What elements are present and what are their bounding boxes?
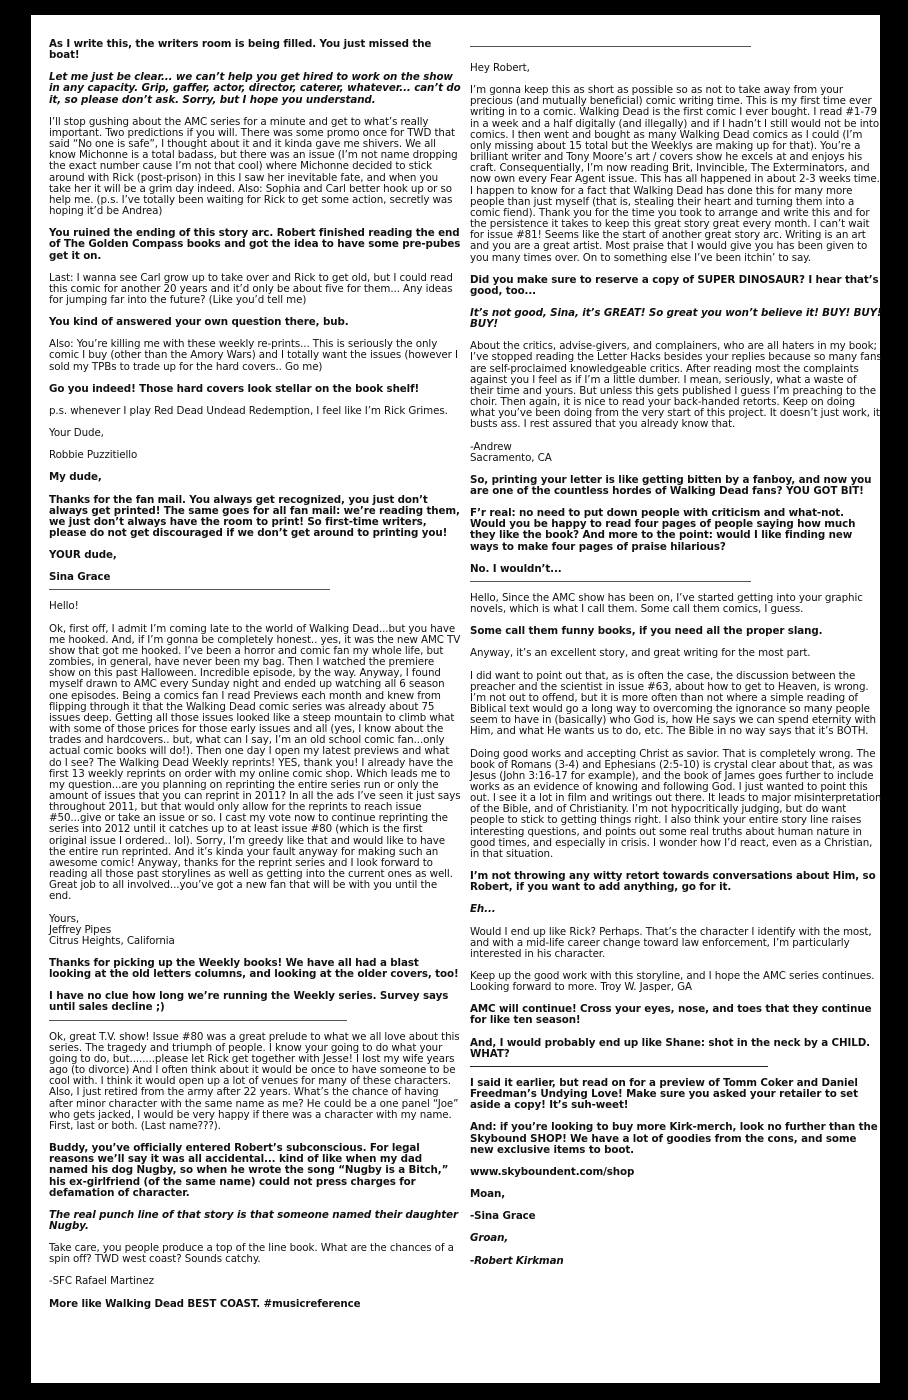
letters-page [31,15,880,1383]
editor-reply: No. I wouldn’t... [470,562,562,575]
editor-reply: Some call them funny books, if you need all the proper slang. [470,625,823,638]
letter-divider [49,1020,347,1021]
letter-greeting: Hello! [49,600,79,613]
letter-paragraph: Also: You’re killing me with these weekly re-prints... This is seriously the only comic I buy (other than the Amory Wars) and I totally want the issues (however I sold my TPBs to trade up for the hard covers.. Go me) [49,338,458,373]
editor-reply: You kind of answered your own question there, bub. [49,316,349,329]
letter-location: Sacramento, CA [470,451,552,464]
editor-reply: My dude, [49,471,102,484]
editor-signature: Sina Grace [49,571,111,584]
kirkman-reply: The real punch line of that story is that someone named their daughter Nugby. [49,1208,458,1232]
kirkman-signature: -Robert Kirkman [470,1254,564,1267]
editor-reply: Go you indeed! Those hard covers look stellar on the book shelf! [49,382,420,395]
editor-reply: AMC will continue! Cross your eyes, nose, and toes that they continue for like ten season! [470,1003,872,1027]
letter-paragraph: I did want to point out that, as is often the case, the discussion between the preacher and the scientist in issue #63, about how to get to Heaven, is wrong. I’m not out to offend, but it is more often than not where a simple reading of Biblical text would go a long way to overcoming the ignorance so many people seem to have in (basically) who God is, how He says we can spend eternity with Him, and what He wants us to do, etc. The Bible in no way says that it’s BOTH. [470,669,876,738]
editor-reply: You ruined the ending of this story arc. Robert finished reading the end of The Golden Compass books and got the idea to have some pre-pubes get it on. [49,227,461,262]
kirkman-reply: It’s not good, Sina, it’s GREAT! So great you won’t believe it! BUY! BUY! BUY! [470,306,882,331]
editor-reply: I have no clue how long we’re running the Weekly series. Survey says until sales decline ;) [49,990,449,1014]
letter-signature-block [49,914,461,947]
letter-signature: -Andrew [470,440,512,453]
editor-reply: Thanks for the fan mail. You always get recognized, you just don’t always get printed! The same goes for all fan mail: we’re reading them, we just don’t always have the room to print! So first-time writers, please do not get discouraged if we don’t get around to printing you! [49,493,460,539]
letter-paragraph: Ok, great T.V. show! Issue #80 was a great prelude to what we all love about this series. The tragedy and triumph of people. I know your going to do what your going to do, but........please let Rick get together with Jesse! I lost my wife years ago (to divorce) And I often think about it would be once to have someone to be cool with. I think it would open up a lot of venues for many of these characters. Also, I just retired from the army after 22 years. What’s the chance of having after minor character with the same name as me? He could be a one panel “Joe” who gets jacked, I would be very happy if there was a character with my name. First, last or both. (Last name???). [49,1030,460,1132]
letter-paragraph: Keep up the good work with this storyline, and I hope the AMC series continues. Looking forward to more. Troy W. Jasper, GA [470,970,875,994]
editor-reply: As I write this, the writers room is being filled. You just missed the boat! [49,38,432,62]
letter-signoff: Yours, [49,912,80,925]
letter-signature: Jeffrey Pipes [49,923,112,936]
letter-signature: -SFC Rafael Martinez [49,1275,154,1288]
letter-paragraph: About the critics, advise-givers, and complainers, who are all haters in my book; I’ve stopped reading the Letter Hacks besides your replies because so many fans are self-proclaimed knowledgeable critics. After reading most the complaints against you I feel as if I’m a little dumber. I mean, seriously, what a waste of their time and yours. But unless this gets published I guess I’m preaching to the choir. Then again, it is nice to read your back-handed retorts. Keep on doing what you’ve been doing from the very start of this project. It doesn’t just work, it busts ass. I rest assured that you already know that. [470,340,882,431]
letter-paragraph: Anyway, it’s an excellent story, and great writing for the most part. [470,647,811,660]
letter-signature-block [470,442,882,464]
letter-divider [49,589,330,590]
right-column [470,37,882,1278]
letter-paragraph: Would I end up like Rick? Perhaps. That’s the character I identify with the most, and with a mid-life career change toward law enforcement, I’m particularly interested in his character. [470,925,872,960]
left-column [49,39,461,1321]
editor-reply: Buddy, you’ve officially entered Robert’s subconscious. For legal reasons we’ll say it was all accidental... kind of like when my dad named his dog Nugby, so when he wrote the song “Nugby is a Bitch,” his ex-girlfriend (of the same name) could not press charges for defamation of character. [49,1142,449,1199]
editor-reply: So, printing your letter is like getting bitten by a fanboy, and now you are one of the countless hordes of Walking Dead fans? YOU GOT BIT! [470,473,872,497]
letter-paragraph: I’m gonna keep this as short as possible so as not to take away from your precious (and mutually beneficial) comic writing time. This is my first time ever writing in to a comic. Walking Dead is the first comic I ever bought. I read #1-79 in a week and a half digitally (and illegally) and if I hadn’t I still would not be into comics. I then went and bought as many Walking Dead comics as I could (I’m only missing about 15 total but the Weeklys are making up for that). You’re a brilliant writer and Tony Moore’s art / covers show he excels at and enjoys his craft. Consequentially, I’m now reading Brit, Invincible, The Exterminators, and now own every Fear Agent issue. This has all happened in about 2-3 weeks time. I happen to know for a fact that Walking Dead has done this for many more people than just myself (that is, stealing their heart and turning them into a comic fiend). Thank you for the time you took to arrange and write this and for the persistence it takes to keep this great story great every month. I can’t wait for issue #81! Seems like the start of another great story arc. Writing is an art and you are a great artist. Most praise that I would give you has been given to you many times over. On to something else I’ve been itchin’ to say. [470,84,880,264]
letter-location: Citrus Heights, California [49,934,175,947]
kirkman-signoff: Groan, [470,1232,509,1245]
shop-link[interactable]: www.skyboundent.com/shop [470,1165,635,1178]
kirkman-reply: Eh... [470,903,496,916]
editor-announcement: And: if you’re looking to buy more Kirk-merch, look no further than the Skybound SHOP! We have a lot of goodies from the cons, and some new exclusive items to boot. [470,1121,878,1156]
letter-signature: Robbie Puzzitiello [49,449,138,462]
letter-paragraph: Doing good works and accepting Christ as savior. That is completely wrong. The book of Romans (3-4) and Ephesians (2:5-10) is crystal clear about that, as was Jesus (John 3:16-17 for example), and the book of James goes further to include works as an evidence of knowing and following God. I just wanted to point this out. I see it a lot in film and writings out there. It leads to major misinterpretation of the Bible, and of Christianity. I’m not hypocritically judging, but do want people to stick to getting things right. I also think your entire story line raises interesting questions, and points out some real truths about human nature in good times, and especially in crisis. I wonder how I’d react, even as a Christian, in that situation. [470,747,882,860]
editor-reply: I’m not throwing any witty retort towards conversations about Him, so Robert, if you want to add anything, go for it. [470,870,876,894]
letter-paragraph: Last: I wanna see Carl grow up to take over and Rick to get old, but I could read this comic for another 20 years and it’d only be about five for them... Any ideas for jumping far into the future? (Like you’d tell me) [49,271,453,306]
letter-paragraph: Hello, Since the AMC show has been on, I’ve started getting into your graphic novels, which is what I call them. Some call them comics, I guess. [470,591,863,616]
kirkman-reply: Let me just be clear... we can’t help you get hired to work on the show in any capacity. Grip, gaffer, actor, director, caterer, whatever... can’t do it, so please don’t ask. Sorry, but I hope you understand. [49,71,461,106]
editor-reply: Thanks for picking up the Weekly books! We have all had a blast looking at the old letters columns, and looking at the older covers, too! [49,957,459,981]
letter-paragraph: I’ll stop gushing about the AMC series for a minute and get to what’s really important. Two predictions if you will. There was some promo once for TWD that said “No one is safe”, I thought about it and it kinda gave me shivers. We all know Michonne is a total badass, but there was an issue (I’m not name dropping the exact number cause I’m not that cool) where Michonne decided to stick around with Rick (post-prison) in this I saw her inevitable fate, and when you take her it will be a grim day indeed. Also: Sophia and Carl better hook up or so help me. (p.s. I’ve totally been waiting for Rick to get some action, secretly was hoping it’d be Andrea) [49,115,458,218]
editor-reply: F’r real: no need to put down people with criticism and what-not. Would you be happy to read four pages of people saying how much they like the book? And more to the point: would I like finding new ways to make four pages of praise hilarious? [470,507,856,553]
letter-paragraph: Ok, first off, I admit I’m coming late to the world of Walking Dead...but you have me hooked. And, if I’m gonna be completely honest.. yes, it was the new AMC TV show that got me hooked. I’ve been a horror and comic fan my whole life, but zombies, in general, have never been my bag. Then I watched the premiere show on this past Halloween. Incredible episode, by the way. Anyway, I found myself drawn to AMC every Sunday night and ended up watching all 6 season one episodes. Being a comics fan I read Previews each month and knew from flipping through it that the Walking Dead comic series was already about 75 issues deep. Getting all those issues looked like a steep mountain to climb what with some of those prices for those early issues and all (yes, I know about the trades and hardcovers.. but, what can I say, I’m an old school comic fan...only actual comic books will do!). Then one day I open my latest previews and what do I see? The Walking Dead Weekly reprints! YES, thank you! I already have the first 13 weekly reprints on order with my online comic shop. Which leads me to my question...are you planning on reprinting the entire series run or only the amount of issues that you can reprint in 2011? In all the ads I’ve seen it just says throughout 2011, but that would only allow for the reprints to reach issue #50...give or take an issue or so. I cast my vote now to continue reprinting the series into 2012 until it catches up to at least issue #80 (which is the first original issue I ordered.. lol). Sorry, I’m greedy like that and would like to have the entire run reprinted. And it’s kinda your fault anyway for making such an awesome comic! Anyway, thanks for the reprint series and I look forward to reading all those past storylines as well as getting into the current ones as well. Great job to all involved...you’ve got a new fan that will be with you until the end. [49,622,461,903]
letter-signoff: Your Dude, [49,427,104,440]
editor-signature: -Sina Grace [470,1210,536,1223]
editor-signoff: Moan, [470,1188,506,1201]
letter-greeting: Hey Robert, [470,62,530,74]
letter-divider [470,581,751,582]
letter-divider [470,46,751,47]
editor-reply: YOUR dude, [49,549,117,562]
editor-reply: And, I would probably end up like Shane: shot in the neck by a CHILD. WHAT? [470,1036,870,1060]
editor-reply: Did you make sure to reserve a copy of SUPER DINOSAUR? I hear that’s good, too... [470,273,879,297]
letter-paragraph: p.s. whenever I play Red Dead Undead Redemption, I feel like I’m Rick Grimes. [49,404,448,417]
letter-paragraph: Take care, you people produce a top of the line book. What are the chances of a spin off? TWD west coast? Sounds catchy. [49,1242,454,1266]
editor-reply: More like Walking Dead BEST COAST. #musicreference [49,1297,361,1310]
letter-divider [470,1066,768,1067]
editor-announcement: I said it earlier, but read on for a preview of Tomm Coker and Daniel Freedman’s Undying Love! Make sure you asked your retailer to set aside a copy! It’s suh-weet! [470,1076,858,1112]
